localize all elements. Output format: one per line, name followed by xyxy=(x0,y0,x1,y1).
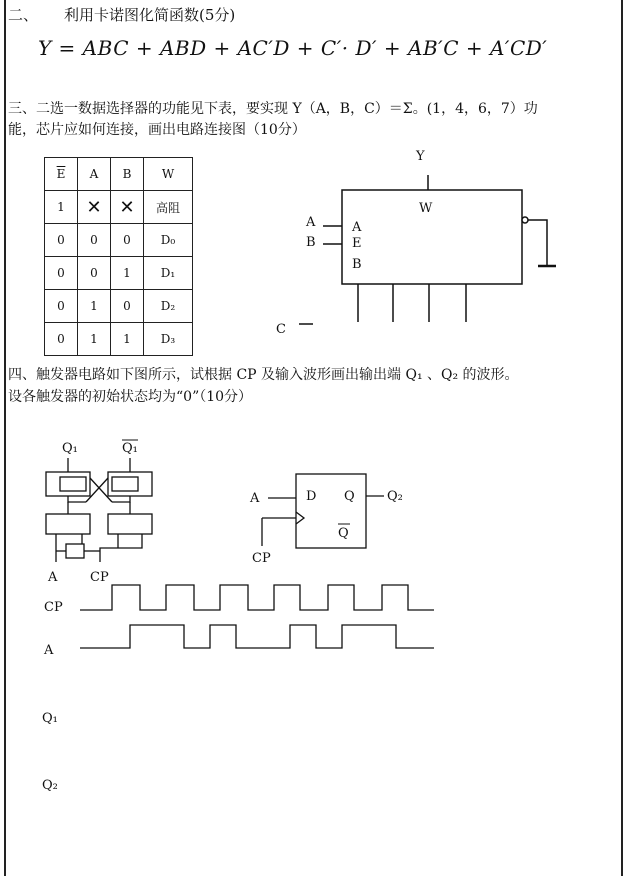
cp-waveform xyxy=(80,585,434,610)
table-cell: 0 xyxy=(45,290,78,323)
chip-input-c: C xyxy=(276,322,286,337)
header-e: $\overline{E}$ xyxy=(45,158,78,191)
table-cell: 0 xyxy=(45,323,78,356)
table-cell: 0 xyxy=(45,224,78,257)
d-flip-flop xyxy=(262,474,384,548)
dff-pin-q: Q xyxy=(344,489,355,504)
table-cell: 1 xyxy=(78,290,111,323)
table-cell: 0 xyxy=(78,224,111,257)
chip-pin-w: W xyxy=(419,201,433,216)
latch-input-a: A xyxy=(48,570,58,585)
dff-output-q2: Q₂ xyxy=(387,489,403,504)
table-cell: ✕ xyxy=(111,191,144,224)
table-cell: D₀ xyxy=(144,224,193,257)
table-cell: 1 xyxy=(45,191,78,224)
header-w: W xyxy=(144,158,193,191)
chip-input-b: B xyxy=(306,235,316,250)
latch-input-cp: CP xyxy=(90,570,109,585)
q3-text-line2: 能，芯片应如何连接，画出电路连接图（10分） xyxy=(8,122,306,138)
dff-input-a: A xyxy=(250,491,260,506)
q3-text-line1: 三、二选一数据选择器的功能见下表，要实现 Y（A，B，C）＝Σ。(1，4，6，7）功 xyxy=(8,101,538,117)
q2-title: 利用卡诺图化简函数(5分) xyxy=(64,6,236,24)
rs-latch-circuit xyxy=(46,458,152,562)
table-cell: D₁ xyxy=(144,257,193,290)
chip-input-a: A xyxy=(306,215,316,230)
table-cell: 0 xyxy=(111,290,144,323)
table-cell: 0 xyxy=(45,257,78,290)
dff-input-cp: CP xyxy=(252,551,271,566)
table-cell: D₂ xyxy=(144,290,193,323)
wave-label-a: A xyxy=(44,643,54,658)
mux-chip xyxy=(299,175,556,324)
table-cell: 1 xyxy=(78,323,111,356)
table-cell: 1 xyxy=(111,257,144,290)
dff-pin-d: D xyxy=(306,489,317,504)
table-cell: ✕ xyxy=(78,191,111,224)
table-cell: 0 xyxy=(78,257,111,290)
latch-q1-bar-label: Q₁ xyxy=(122,441,138,456)
header-a: A xyxy=(78,158,111,191)
table-cell: 高阻 xyxy=(144,191,193,224)
latch-q1-label: Q₁ xyxy=(62,441,78,456)
a-waveform xyxy=(80,625,434,648)
table-cell: 0 xyxy=(111,224,144,257)
dff-pin-qbar: Q xyxy=(338,526,349,541)
table-cell: 1 xyxy=(111,323,144,356)
wave-label-cp: CP xyxy=(44,600,63,615)
q2-formula: Y = ABC + ABD + AC′D + C′· D′ + AB′C + A′CD′ xyxy=(38,36,548,60)
header-b: B xyxy=(111,158,144,191)
chip-pin-a: A xyxy=(352,220,362,235)
chip-output-y: Y xyxy=(416,149,425,164)
wave-label-q1: Q₁ xyxy=(42,711,58,726)
wave-label-q2: Q₂ xyxy=(42,778,58,793)
q2-number: 二、 xyxy=(8,6,39,24)
table-cell: D₃ xyxy=(144,323,193,356)
q4-text-line2: 设各触发器的初始状态均为“0”（10分） xyxy=(8,389,253,405)
chip-pin-b: B xyxy=(352,257,362,272)
q4-text-line1: 四、触发器电路如下图所示，试根据 CP 及输入波形画出输出端 Q₁ 、Q₂ 的波形。 xyxy=(8,367,519,383)
chip-pin-e: E xyxy=(352,236,362,251)
